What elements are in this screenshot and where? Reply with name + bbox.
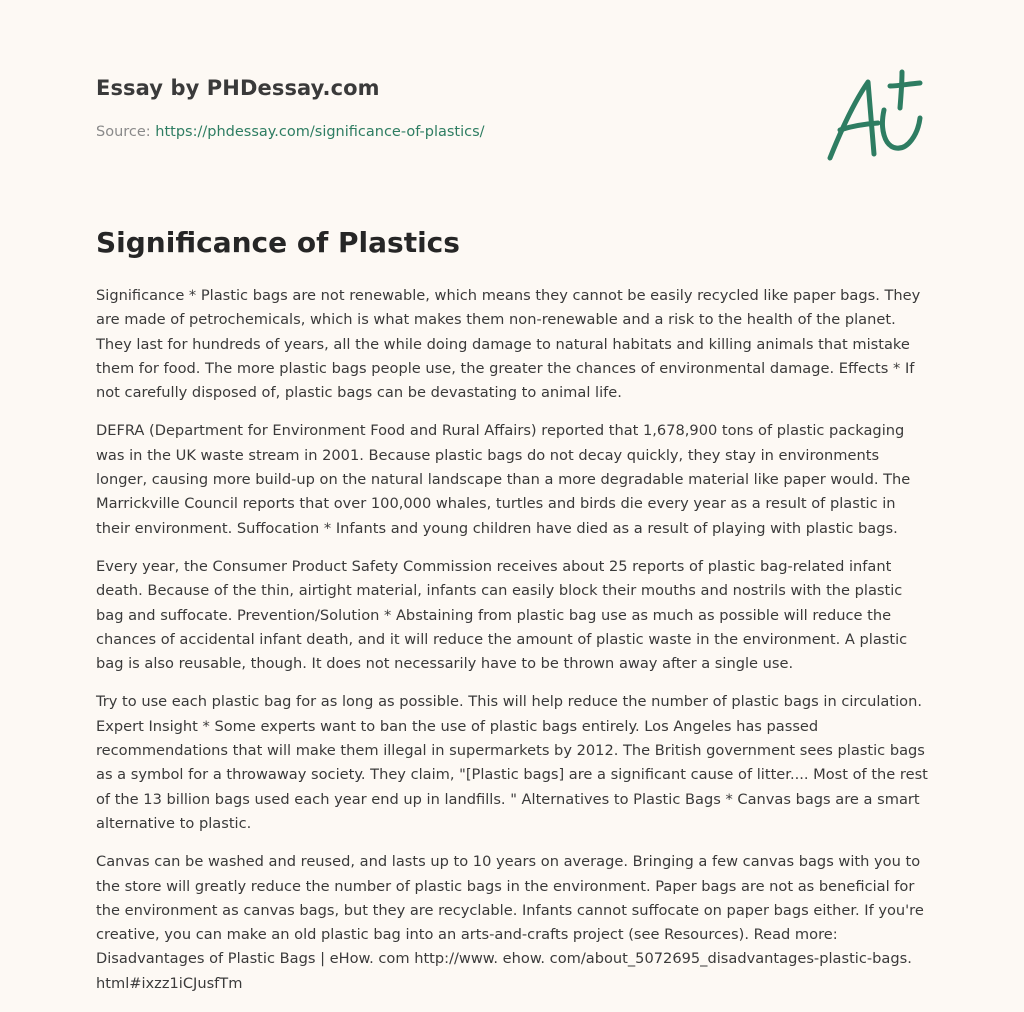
essay-title: Significance of Plastics: [96, 226, 460, 259]
source-label: Source:: [96, 124, 156, 140]
a-plus-logo-icon: [820, 66, 932, 166]
essay-paragraph: Try to use each plastic bag for as long as possible. This will help reduce the number of plastic bags in circulation. Expert Insight * Some experts want to ban the use of plastic bags entirely. Los Angeles has passed recommendations that will make them illegal in supermarkets by 2012. The British government sees plastic bags as a symbol for a throwaway society. They claim, "[Plastic bags] are a significant cause of litter.... Most of the rest of the 13 billion bags used each year end up in landfills. " Alternatives to Plastic Bags * Canvas bags are a smart alternative to plastic.: [96, 693, 928, 832]
essay-paragraph: DEFRA (Department for Environment Food and Rural Affairs) reported that 1,678,900 tons of plastic packaging was in the UK waste stream in 2001. Because plastic bags do not decay quickly, they stay in environments longer, causing more build-up on the natural landscape than a more degradable material like paper would. The Marrickville Council reports that over 100,000 whales, turtles and birds die every year as a result of plastic in their environment. Suffocation * Infants and young children have died as a result of playing with plastic bags.: [96, 422, 911, 537]
source-link[interactable]: https://phdessay.com/significance-of-plastics/: [155, 124, 485, 140]
essay-paragraph: Every year, the Consumer Product Safety Commission receives about 25 reports of plastic bag-related infant death. Because of the thin, airtight material, infants can easily block their mouths and nostrils with the plastic bag and suffocate. Prevention/Solution * Abstaining from plastic bag use as much as possible will reduce the chances of accidental infant death, and it will reduce the amount of plastic waste in the environment. A plastic bag is also reusable, though. It does not necessarily have to be thrown away after a single use.: [96, 557, 908, 673]
essay-paragraph: Canvas can be washed and reused, and lasts up to 10 years on average. Bringing a few canvas bags with you to the store will greatly reduce the number of plastic bags in the environment. Paper bags are not as beneficial for the environment as canvas bags, but they are recyclable. Infants cannot suffocate on paper bags either. If you're creative, you can make an old plastic bag into an arts-and-crafts project (see Resources). Read more: Disadvantages of Plastic Bags | eHow. com http://www. ehow. com/about_5072695_disadvantages-plastic-bags. html#ixzz1iCJusfTm: [96, 853, 924, 992]
essay-paragraph: Significance * Plastic bags are not renewable, which means they cannot be easily recycled like paper bags. They are made of petrochemicals, which is what makes them non-renewable and a risk to the health of the planet. They last for hundreds of years, all the while doing damage to natural habitats and killing animals that mistake them for food. The more plastic bags people use, the greater the chances of environmental damage. Effects * If not carefully disposed of, plastic bags can be devastating to animal life.: [96, 287, 921, 402]
essay-body: [96, 284, 932, 1010]
site-title: Essay by PHDessay.com: [96, 76, 380, 100]
source-line: [96, 124, 485, 140]
